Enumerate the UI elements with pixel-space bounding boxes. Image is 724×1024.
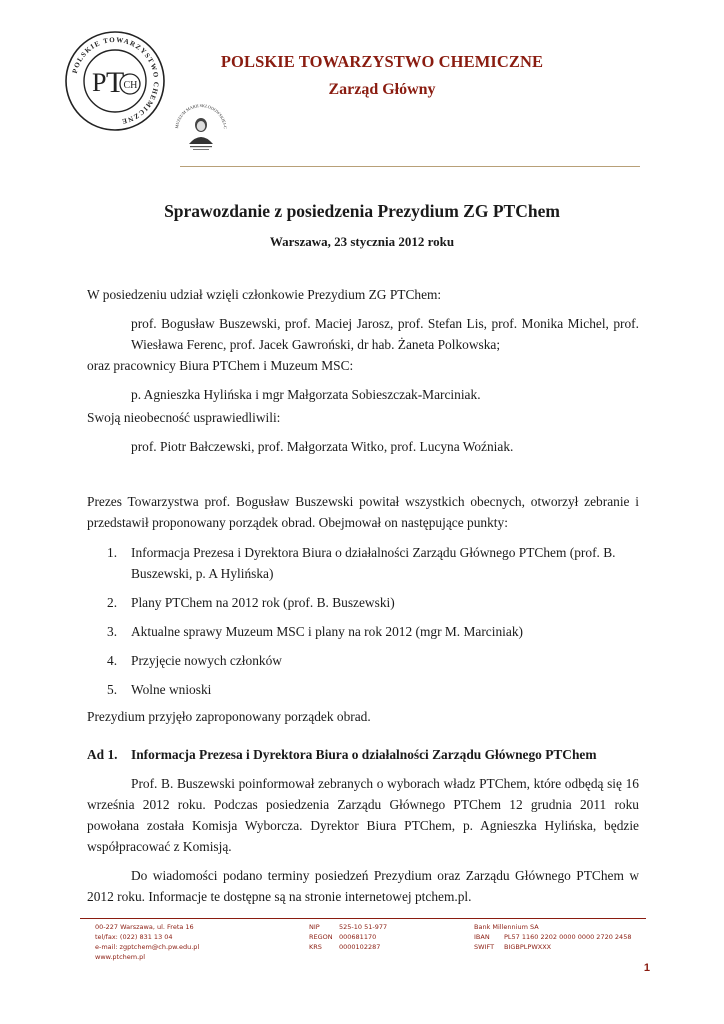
attendance-members: prof. Bogusław Buszewski, prof. Maciej Jarosz, prof. Stefan Lis, prof. Monika Michel, prof. Wiesława Ferenc, prof. Jacek Gawroński, dr hab. Żaneta Polkowska; (131, 316, 639, 352)
staff-list: p. Agnieszka Hylińska i mgr Małgorzata Sobieszczak-Marciniak. (131, 387, 481, 402)
footer-contact (95, 922, 199, 962)
document-body (87, 284, 639, 907)
footer-email[interactable]: zgptchem@ch.pw.edu.pl (119, 943, 200, 951)
agenda-list (87, 542, 639, 700)
footer-bank-name: Bank Millennium SA (474, 923, 539, 931)
section-number: Ad 1. (87, 747, 118, 762)
absent-intro: Swoją nieobecność usprawiedliwili: (87, 410, 281, 425)
document-date: Warszawa, 23 stycznia 2012 roku (269, 234, 455, 249)
ptchem-logo-ch: CH (123, 80, 138, 91)
footer-email-row (95, 942, 199, 952)
agenda-item (87, 621, 639, 642)
footer-website[interactable]: www.ptchem.pl (95, 953, 146, 961)
agenda-item-number: 2. (107, 595, 118, 610)
agenda-item (87, 650, 639, 671)
agenda-item (87, 679, 639, 700)
ptchem-logo-ring-text: POLSKIE TOWARZYSTWO CHEMICZNE (70, 35, 161, 126)
document-title: Sprawozdanie z posiedzenia Prezydium ZG PTChem (164, 201, 560, 221)
ad1-paragraph-1: Prof. B. Buszewski poinformował zebranych o wyborach władz PTChem, które odbędą się 16 września 2012 roku. Podczas posiedzenia Zarządu Głównego PTChem 12 grudnia 2011 roku powołana została Komisja Wyborcza. Dyrektor Biura PTChem, p. Agnieszka Hylińska, będzie współpracować z Komisją. (87, 776, 639, 854)
section-heading-ad1 (87, 744, 639, 765)
attendance-intro: W posiedzeniu udział wzięli członkowie Prezydium ZG PTChem: (87, 287, 442, 302)
agenda-item-number: 3. (107, 624, 118, 639)
agenda-item-number: 1. (107, 545, 118, 560)
footer-nip-label: NIP (309, 923, 320, 931)
agenda-accepted: Prezydium przyjęło zaproponowany porządek obrad. (87, 709, 371, 724)
agenda-item-text: Wolne wnioski (131, 682, 212, 697)
agenda-item-text: Przyjęcie nowych członków (131, 653, 282, 668)
footer-iban-label: IBAN (474, 933, 490, 941)
ad1-paragraph-2: Do wiadomości podano terminy posiedzeń Prezydium oraz Zarządu Głównego PTChem w 2012 roku. Informacje te dostępne są na stronie internetowej ptchem.pl. (87, 868, 639, 904)
footer-bank (474, 922, 631, 952)
footer-swift-label: SWIFT (474, 943, 495, 951)
agenda-item-text: Aktualne sprawy Muzeum MSC i plany na rok 2012 (mgr M. Marciniak) (131, 624, 523, 639)
staff-intro: oraz pracownicy Biura PTChem i Muzeum MSC: (87, 358, 354, 373)
header-divider (180, 166, 640, 167)
footer-registry (309, 922, 387, 952)
ptchem-logo-t: T (106, 66, 125, 99)
footer-krs: 0000102287 (339, 943, 381, 951)
page-number: 1 (643, 962, 650, 974)
footer-telfax: tel/fax: (022) 831 13 04 (95, 933, 173, 941)
museum-msc-logo-caption: MUZEUM MARII SKŁODOWSKIEJ-C (174, 102, 229, 130)
footer-email-label: e-mail: (95, 943, 118, 951)
agenda-item-text: Plany PTChem na 2012 rok (prof. B. Buszewski) (131, 595, 395, 610)
footer-regon: 000681170 (339, 933, 377, 941)
opening-paragraph: Prezes Towarzystwa prof. Bogusław Buszewski powitał wszystkich obecnych, otworzył zebranie i przedstawił proponowany porządek obrad. Obejmował on następujące punkty: (87, 494, 639, 530)
organization-subtitle: Zarząd Główny (328, 81, 436, 98)
footer-krs-label: KRS (309, 943, 322, 951)
footer-nip: 525-10 51-977 (339, 923, 388, 931)
organization-name: POLSKIE TOWARZYSTWO CHEMICZNE (220, 52, 544, 71)
agenda-item-number: 5. (107, 682, 118, 697)
ptchem-logo-p: P (92, 68, 107, 97)
agenda-item (87, 592, 639, 613)
agenda-item-text: Informacja Prezesa i Dyrektora Biura o działalności Zarządu Głównego PTChem (prof. B. Buszewski, p. A Hylińska) (131, 545, 616, 581)
agenda-item-number: 4. (107, 653, 118, 668)
absent-list: prof. Piotr Bałczewski, prof. Małgorzata Witko, prof. Lucyna Woźniak. (131, 439, 514, 454)
agenda-item (87, 542, 639, 584)
ptchem-logo (64, 30, 166, 132)
footer-swift: BIGBPLPWXXX (504, 943, 552, 951)
footer-regon-label: REGON (309, 933, 333, 941)
footer-address: 00-227 Warszawa, ul. Freta 16 (95, 923, 194, 931)
section-title: Informacja Prezesa i Dyrektora Biura o działalności Zarządu Głównego PTChem (131, 747, 597, 762)
museum-msc-logo (172, 100, 230, 158)
footer-iban: PL57 1160 2202 0000 0000 2720 2458 (504, 933, 632, 941)
footer-divider (80, 918, 646, 919)
